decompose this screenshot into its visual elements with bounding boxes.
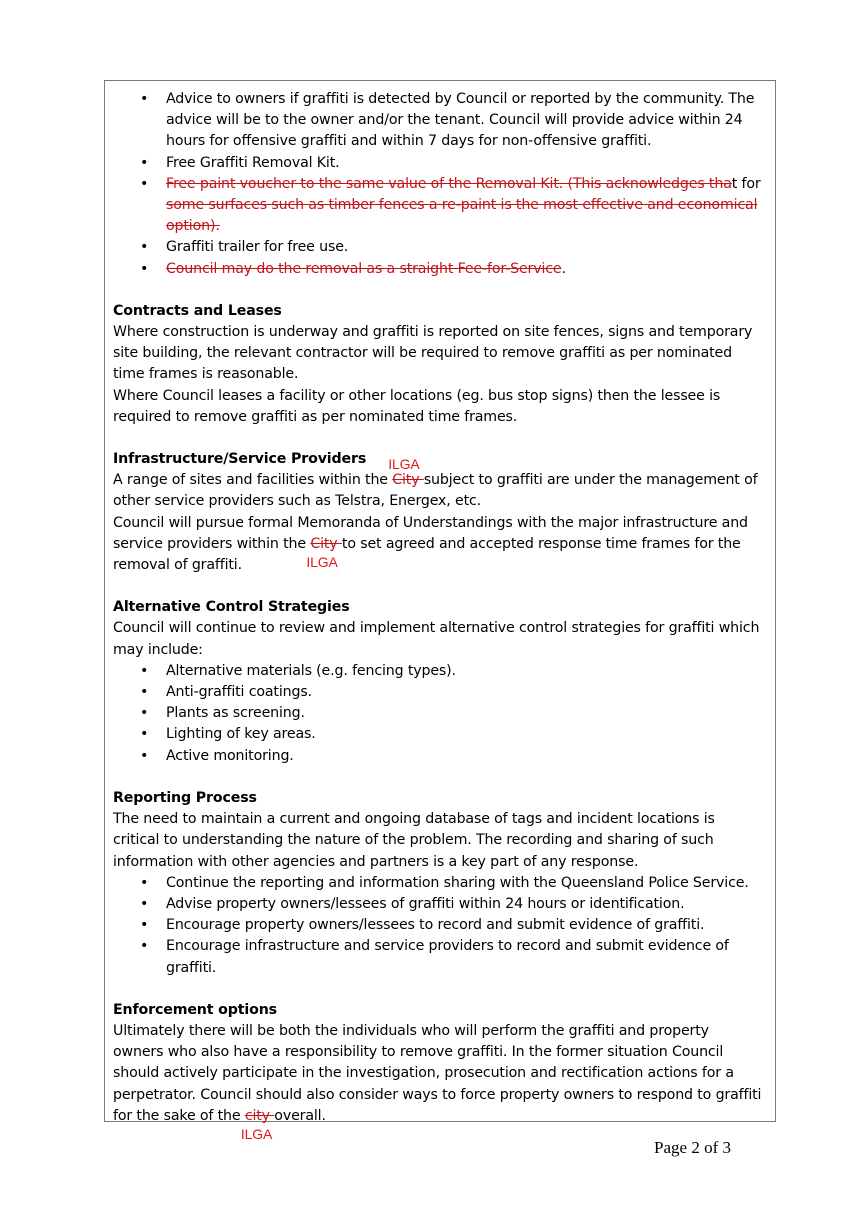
deleted-text: City <box>392 472 424 489</box>
list-item: • Alternative materials (e.g. fencing types). <box>113 661 763 682</box>
bullet-icon: • <box>140 91 149 107</box>
reporting-list <box>113 873 763 979</box>
revision-mark <box>388 456 424 489</box>
list-item: • Graffiti trailer for free use. <box>113 237 763 258</box>
page-number: Page 2 of 3 <box>654 1138 731 1157</box>
bullet-icon: • <box>140 747 149 764</box>
revision-mark <box>240 1107 275 1142</box>
insert-note: ILGA <box>306 553 338 570</box>
list-item: • Active monitoring. <box>113 746 763 767</box>
deleted-text: city <box>244 1107 275 1124</box>
paragraph: Where construction is underway and graffiti is reported on site fences, signs and temporary site building, the relevant contractor will be required to remove graffiti as per nominated time frames is reasonable. <box>113 324 753 383</box>
bullet-icon: • <box>140 726 149 743</box>
insert-note: ILGA <box>388 456 420 473</box>
deleted-text: City <box>310 535 342 552</box>
section-heading-reporting: Reporting Process <box>113 789 257 806</box>
paragraph: Council will continue to review and implement alternative control strategies for graffiti which may include: <box>113 620 760 658</box>
list-item: • Advise property owners/lessees of graffiti within 24 hours or identification. <box>113 894 763 915</box>
deleted-text: Free paint voucher to the same value of the Removal Kit. (This acknowledges tha <box>166 175 732 192</box>
alternative-list <box>113 661 763 767</box>
paragraph: The need to maintain a current and ongoing database of tags and incident locations is critical to understanding the nature of the problem. The recording and sharing of such information with other agencies and partners is a key part of any response. <box>113 811 715 870</box>
paragraph: Council will pursue formal Memoranda of Understandings with the major infrastructure and service providers within the ILGA City to set agreed and accepted response time frames for the removal of graffiti. <box>113 514 748 574</box>
bullet-icon: • <box>140 239 149 256</box>
section-heading-contracts: Contracts and Leases <box>113 302 282 319</box>
list-item: • Anti-graffiti coatings. <box>113 682 763 703</box>
bullet-icon: • <box>140 895 149 912</box>
list-item: • Plants as screening. <box>113 703 763 724</box>
bullet-icon: • <box>140 260 149 277</box>
paragraph: A range of sites and facilities within the ILGA City subject to graffiti are under the management of other service providers such as Telstra, Energex, etc. <box>113 456 758 510</box>
bullet-icon: • <box>140 154 149 171</box>
bullet-icon: • <box>140 684 149 701</box>
list-item: • Encourage property owners/lessees to record and submit evidence of graffiti. <box>113 915 763 936</box>
bullet-icon: • <box>140 705 149 722</box>
section-heading-infrastructure: Infrastructure/Service Providers <box>113 451 367 468</box>
revision-mark <box>306 535 342 570</box>
section-heading-enforcement: Enforcement options <box>113 1001 277 1018</box>
deleted-text: some surfaces such as timber fences a re-paint is the most effective and economical option). <box>166 197 758 235</box>
bullet-icon: • <box>140 917 149 934</box>
document-body <box>113 89 763 1142</box>
list-item: • Encourage infrastructure and service providers to record and submit evidence of graffiti. <box>140 938 729 976</box>
bullet-icon: • <box>140 938 149 955</box>
paragraph: Ultimately there will be both the individuals who will perform the graffiti and property owners who also have a responsibility to remove graffiti. In the former situation Council should actively participate in the investigation, prosecution and rectification actions for a perpetrator. Council should also consider ways to force property owners to respond to graffiti for the sake of the ILGA city overall. <box>113 1022 762 1142</box>
bullet-icon: • <box>140 662 149 679</box>
list-item: • Free Graffiti Removal Kit. <box>113 153 763 174</box>
list-item: • Council may do the removal as a straight Fee-for-Service. <box>113 259 763 280</box>
list-item: • Advice to owners if graffiti is detected by Council or reported by the community. The advice will be to the owner and/or the tenant. Council will provide advice within 24 hours for offensive graffiti and within 7 days for non-offensive graffiti. <box>140 91 755 150</box>
bullet-icon: • <box>140 874 149 891</box>
bullet-icon: • <box>140 175 149 192</box>
insert-note: ILGA <box>240 1125 273 1142</box>
list-item: • Free paint voucher to the same value of the Removal Kit. (This acknowledges that for some surfaces such as timber fences a re-paint is the most effective and economical option). <box>140 175 761 235</box>
section-heading-alternative: Alternative Control Strategies <box>113 599 350 616</box>
list-item: • Continue the reporting and information sharing with the Queensland Police Service. <box>113 873 763 894</box>
list-item: • Lighting of key areas. <box>113 724 763 745</box>
paragraph: Where Council leases a facility or other locations (eg. bus stop signs) then the lessee is required to remove graffiti as per nominated time frames. <box>113 387 721 425</box>
deleted-text: Council may do the removal as a straight Fee-for-Service <box>166 260 562 277</box>
services-list <box>113 89 763 280</box>
